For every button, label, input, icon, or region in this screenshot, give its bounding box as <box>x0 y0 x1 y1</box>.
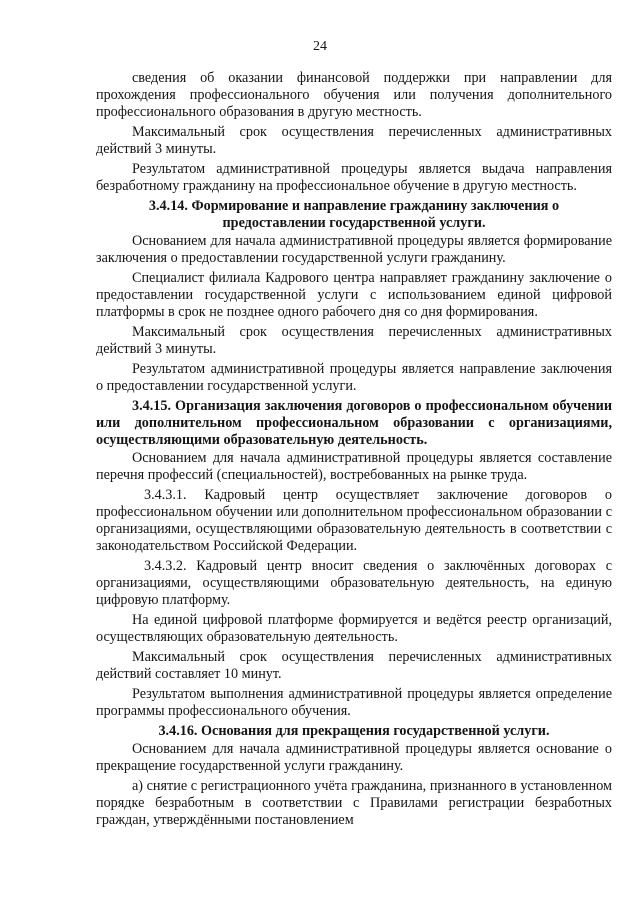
paragraph: Результатом административной процедуры является выдача направления безработному гражданину на профессиональное обучение в другую местность. <box>96 161 612 194</box>
paragraph: Специалист филиала Кадрового центра направляет гражданину заключение о предоставлении государственной услуги с использованием единой цифровой платформы в срок не позднее одного рабочего дня со дня формирования. <box>96 270 612 320</box>
document-body <box>96 70 612 832</box>
paragraph: На единой цифровой платформе формируется и ведётся реестр организаций, осуществляющих образовательную деятельность. <box>96 612 612 645</box>
paragraph: а) снятие с регистрационного учёта гражданина, признанного в установленном порядке безработным в соответствии с Правилами регистрации безработных граждан, утверждёнными постановлением <box>96 778 612 828</box>
paragraph: Результатом административной процедуры является направление заключения о предоставлении государственной услуги. <box>96 361 612 394</box>
paragraph: Основанием для начала административной процедуры является составление перечня профессий (специальностей), востребованных на рынке труда. <box>96 450 612 483</box>
paragraph: 3.4.3.1. Кадровый центр осуществляет заключение договоров о профессиональном обучении или дополнительном профессиональном образовании с организациями, осуществляющими образовательную деятельность в соответствии с законодательством Российской Федерации. <box>96 487 612 554</box>
paragraph: сведения об оказании финансовой поддержки при направлении для прохождения профессионального обучения или получения дополнительного профессионального образования в другую местность. <box>96 70 612 120</box>
paragraph: Основанием для начала административной процедуры является основание о прекращение государственной услуги гражданину. <box>96 741 612 774</box>
page-number: 24 <box>313 39 327 54</box>
section-heading-3-4-15: 3.4.15. Организация заключения договоров о профессиональном обучении или дополнительном профессиональном образовании с организациями, осуществляющими образовательную деятельность. <box>96 398 612 448</box>
paragraph: Максимальный срок осуществления перечисленных административных действий 3 минуты. <box>96 124 612 157</box>
paragraph: Результатом выполнения административной процедуры является определение программы профессионального обучения. <box>96 686 612 719</box>
paragraph: Максимальный срок осуществления перечисленных административных действий составляет 10 минут. <box>96 649 612 682</box>
paragraph: Основанием для начала административной процедуры является формирование заключения о предоставлении государственной услуги гражданину. <box>96 233 612 266</box>
section-heading-3-4-16: 3.4.16. Основания для прекращения государственной услуги. <box>158 723 550 739</box>
paragraph: 3.4.3.2. Кадровый центр вносит сведения о заключённых договорах с организациями, осуществляющими образовательную деятельность, на единую цифровую платформу. <box>96 558 612 608</box>
paragraph: Максимальный срок осуществления перечисленных административных действий 3 минуты. <box>96 324 612 357</box>
section-heading-3-4-14: 3.4.14. Формирование и направление гражданину заключения о предоставлении государственной услуги. <box>148 198 560 231</box>
